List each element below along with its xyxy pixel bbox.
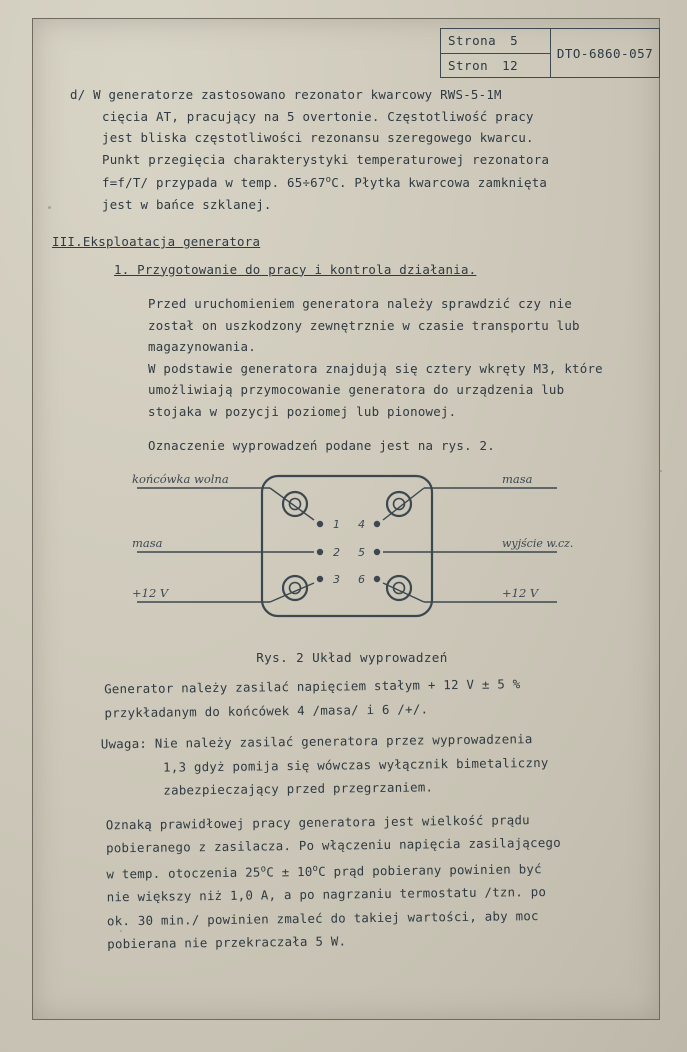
paragraph-1-line3: magazynowania.: [148, 339, 256, 355]
lower-line-11: pobierana nie przekraczała 5 W.: [107, 933, 347, 952]
note-line-3: zabezpieczający przed przegrzaniem.: [163, 779, 434, 798]
lower-line-1-b: 5 %: [489, 676, 521, 692]
stamp-strona-label: Strona: [448, 33, 497, 49]
stamp-row-stron: [441, 54, 550, 78]
plus-minus-2: ±: [281, 863, 290, 879]
mount-hole-top-right: [387, 492, 411, 516]
stamp-stron-value: 12: [502, 57, 519, 73]
lower-line-8-b: C: [266, 863, 282, 880]
lower-line-10: ok. 30 min./ powinien zmaleć do takiej wartości, aby moc: [106, 907, 539, 928]
pin-label-1: 1: [333, 518, 340, 531]
subsection-heading-1: 1. Przygotowanie do pracy i kontrola działania.: [114, 261, 477, 277]
paragraph-d-line5: [102, 170, 652, 194]
document-body-upper: [52, 84, 652, 457]
lower-line-7: pobieranego z zasilacza. Po włączeniu napięcia zasilającego: [105, 834, 562, 856]
figure-label-mid-right: wyjście w.cz.: [502, 537, 574, 550]
pin-dot-4: [374, 521, 380, 527]
lower-line-1-a: Generator należy zasilać napięciem stałym + 12 V: [104, 676, 482, 697]
lower-line-8-d: C prąd pobierany powinien być: [318, 860, 542, 879]
stamp-row-strona: [441, 29, 550, 54]
scan-speck: [48, 206, 51, 209]
paragraph-d-line1: d/ W generatorze zastosowano rezonator kwarcowy RWS-5-1M: [70, 87, 502, 102]
degree-superscript-2: o: [260, 863, 267, 874]
paragraph-d-line2: cięcia AT, pracujący na 5 overtonie. Częstotliwość pracy: [102, 108, 534, 124]
stamp-document-number: DTO-6860-057: [556, 45, 654, 61]
pin-label-2: 2: [333, 546, 340, 559]
paragraph-2-line3: stojaka w pozycji poziomej lub pionowej.: [148, 403, 457, 419]
mount-hole-bottom-right: [387, 576, 411, 600]
stamp-left-column: [441, 29, 551, 77]
stamp-stron-label: Stron: [448, 57, 489, 73]
stamp-strona-value: 5: [510, 33, 519, 49]
pinout-svg: [52, 462, 652, 634]
figure-pinout-diagram: [52, 462, 652, 634]
lower-line-8-a: w temp. otoczenia 25: [106, 864, 261, 881]
pin-dot-3: [317, 576, 323, 582]
plus-minus-1: ±: [481, 676, 490, 692]
pin-label-4: 4: [358, 518, 365, 531]
document-body-lower: [52, 671, 661, 957]
figure-label-mid-left: masa: [132, 536, 163, 550]
pin-dot-6: [374, 576, 380, 582]
figure-caption: Rys. 2 Układ wyprowadzeń: [256, 650, 448, 665]
paragraph-d-line6: jest w bańce szklanej.: [102, 196, 272, 212]
paragraph-d-line5-b: C. Płytka kwarcowa zamknięta: [331, 175, 548, 191]
pin-label-5: 5: [358, 546, 365, 559]
scan-speck: [120, 930, 122, 932]
figure-label-top-right: masa: [502, 472, 533, 486]
scan-speck: [660, 470, 662, 472]
paragraph-3-line1: Oznaczenie wyprowadzeń podane jest na rys. 2.: [148, 438, 495, 454]
paragraph-1-line2: został on uszkodzony zewnętrznie w czasie transportu lub: [148, 317, 580, 333]
paragraph-d-line4: Punkt przegięcia charakterystyki temperaturowej rezonatora: [102, 151, 550, 167]
section-heading-iii: III.Eksploatacja generatora: [52, 234, 261, 250]
paragraph-d-line5-a: f=f/T/ przypada w temp. 65÷67: [102, 175, 326, 191]
paragraph-1-line1: Przed uruchomieniem generatora należy sprawdzić czy nie: [148, 296, 573, 312]
degree-superscript-1: o: [325, 175, 332, 185]
pin-dot-5: [374, 549, 380, 555]
lower-line-2: przykładanym do końcówek 4 /masa/ i 6 /+/.: [104, 700, 429, 720]
pin-label-6: 6: [358, 573, 365, 586]
figure-label-bottom-left: +12 V: [132, 586, 169, 600]
paragraph-2-line1: W podstawie generatora znajdują się cztery wkręty M3, które: [148, 360, 603, 376]
note-line-2: 1,3 gdyż pomija się wówczas wyłącznik bimetaliczny: [162, 754, 549, 775]
lower-line-6: Oznaką prawidłowej pracy generatora jest wielkość prądu: [105, 811, 530, 832]
lower-line-9: nie większy niż 1,0 A, a po nagrzaniu termostatu /tzn. po: [106, 884, 547, 905]
pin-label-3: 3: [333, 573, 340, 586]
page-stamp-box: [440, 28, 660, 78]
paragraph-d-line3: jest bliska częstotliwości rezonansu szeregowego kwarcu.: [102, 130, 534, 145]
degree-superscript-3: o: [312, 863, 319, 874]
note-line-1: Uwaga: Nie należy zasilać generatora przez wyprowadzenia: [100, 731, 533, 752]
pin-dot-1: [317, 521, 323, 527]
paragraph-2-line2: umożliwiają przymocowanie generatora do urządzenia lub: [148, 382, 565, 398]
figure-label-top-left: końcówka wolna: [132, 472, 229, 486]
figure-label-bottom-right: +12 V: [502, 586, 539, 600]
pin-dot-2: [317, 549, 323, 555]
lower-line-8-c: 10: [289, 863, 313, 879]
